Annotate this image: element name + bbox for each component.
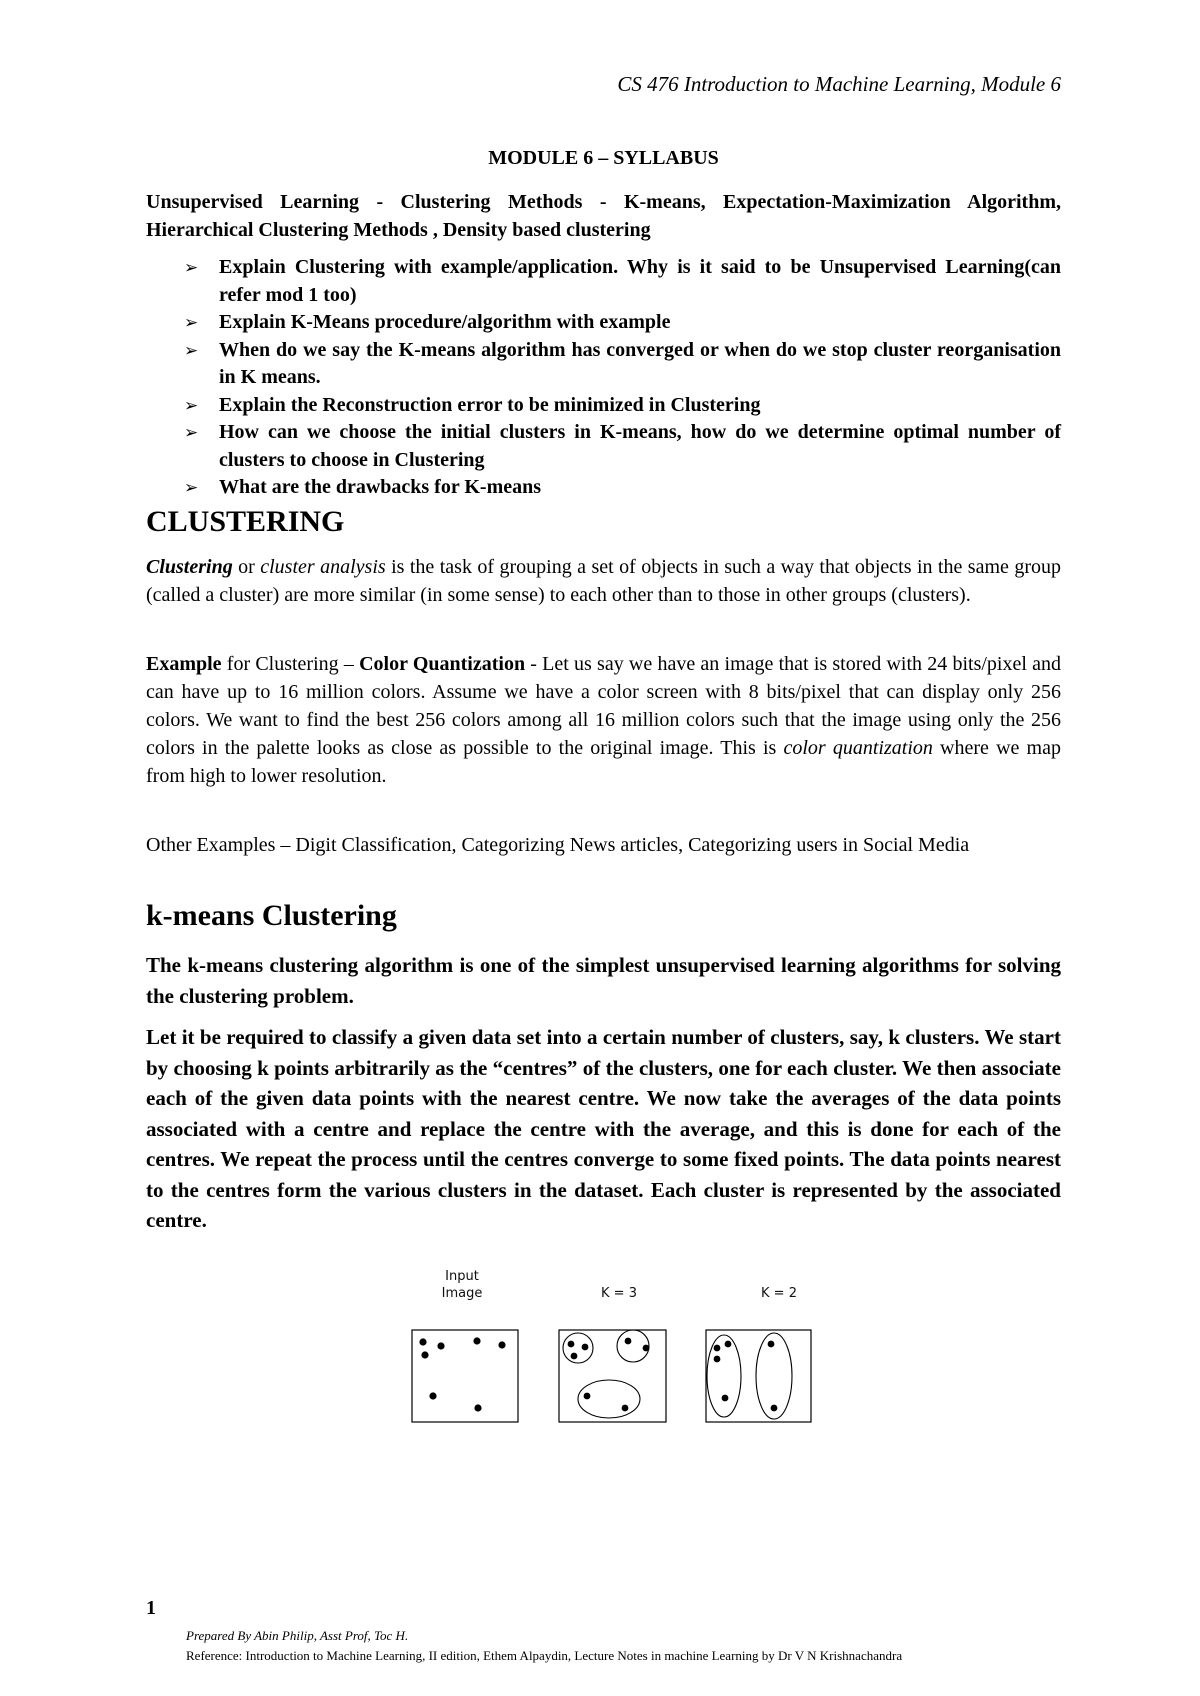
data-point [622,1405,629,1412]
syllabus-item [184,309,1061,337]
data-point [714,1345,721,1352]
running-header: CS 476 Introduction to Machine Learning, Module 6 [617,72,1061,96]
data-point [498,1341,505,1348]
data-point [421,1351,428,1358]
arrow-bullet-icon: ➢ [184,258,199,277]
other-examples: Other Examples – Digit Classification, Categorizing News articles, Categorizing users in Social Media [146,834,970,856]
example-topic: Color Quantization [359,653,526,675]
k2-label: K = 2 [761,1286,797,1301]
data-point [768,1341,775,1348]
data-point [714,1356,721,1363]
footer-prepared-by: Prepared By Abin Philip, Asst Prof, Toc H. [186,1628,409,1643]
arrow-bullet-icon: ➢ [184,423,199,442]
syllabus-item-text: Explain Clustering with example/application. Why is it said to be Unsupervised Learning(can refer mod 1 too) [219,256,1061,306]
data-point [643,1345,650,1352]
syllabus-item [184,419,1061,474]
syllabus-title: MODULE 6 – SYLLABUS [488,147,719,169]
data-point [625,1338,632,1345]
footer-reference: Reference: Introduction to Machine Learning, II edition, Ethem Alpaydin, Lecture Notes in machine Learning by Dr V N Krishnachandra [186,1648,903,1663]
syllabus-item [184,337,1061,392]
syllabus-item [184,474,1061,502]
data-point [474,1404,481,1411]
kmeans-intro: The k-means clustering algorithm is one of the simplest unsupervised learning algorithms for solving the clustering problem. [146,953,1061,1008]
clustering-definition [146,553,1061,609]
text-run: where we map from high to lower resolution. [146,737,1061,787]
text-run: is the task of grouping a set of objects in such a way that objects in the same group (called a cluster) are more similar (in some sense) to each other than to those in other groups (clusters). [146,556,1061,606]
k2-panel [706,1330,811,1422]
example-label: Example [146,653,222,675]
kmeans-heading: k-means Clustering [146,899,397,932]
k2-cluster-outline [707,1335,741,1417]
text-run: for Clustering – [221,653,360,675]
page-number: 1 [146,1597,156,1619]
data-point [429,1392,436,1399]
term-cluster-analysis: cluster analysis [260,556,386,578]
input-label-line: Input [445,1269,479,1284]
text-run: - Let us say we have an image that is stored with 24 bits/pixel and can have up to 16 million colors. Assume we have a color screen with 8 bits/pixel that can display only 256 colors. We want to find the best 256 colors among all 16 million colors such that the image using only the 256 colors in the palette looks as close as possible to the original image. This is [146,653,1062,759]
syllabus-question-list [184,254,1061,502]
data-point [568,1341,575,1348]
data-point [771,1405,778,1412]
data-point [473,1337,480,1344]
color-quantization-example [146,650,1061,790]
syllabus-item-text: When do we say the K-means algorithm has converged or when do we stop cluster reorganisation in K means. [219,338,1061,388]
arrow-bullet-icon: ➢ [184,313,199,332]
arrow-bullet-icon: ➢ [184,478,199,497]
kmeans-figure [404,1268,964,1428]
term-color-quantization: color quantization [783,737,933,759]
k3-panel [559,1330,666,1422]
syllabus-item-text: Explain the Reconstruction error to be minimized in Clustering [219,393,761,416]
syllabus-item [184,392,1061,420]
clustering-heading: CLUSTERING [146,505,345,538]
k3-cluster-outline [563,1333,593,1363]
syllabus-item-text: How can we choose the initial clusters in K-means, how do we determine optimal number of clusters to choose in Clustering [219,421,1061,471]
k3-label: K = 3 [601,1286,637,1301]
text-run: or [232,556,261,578]
kmeans-procedure: Let it be required to classify a given data set into a certain number of clusters, say, k clusters. We start by choosing k points arbitrarily as the “centres” of the clusters, one for each cluster. We then associate each of the given data points with the nearest centre. We now take the averages of the data points associated with a centre and replace the centre with the average, and this is done for each of the centres. We repeat the process until the centres converge to some fixed points. The data points nearest to the centres form the various clusters in the dataset. Each cluster is represented by the associated centre. [146,1025,1061,1232]
data-point [437,1342,444,1349]
data-point [722,1395,729,1402]
syllabus-item [184,254,1061,309]
data-point [582,1344,589,1351]
arrow-bullet-icon: ➢ [184,340,199,360]
syllabus-intro: Unsupervised Learning - Clustering Methods - K-means, Expectation-Maximization Algorithm, Hierarchical Clustering Methods , Density based clustering [146,191,1061,241]
input-label-line: Image [441,1286,483,1301]
syllabus-item-text: Explain K-Means procedure/algorithm with example [219,311,671,333]
data-point [571,1353,578,1360]
cluster-diagram [404,1268,964,1428]
syllabus-item-text: What are the drawbacks for K-means [219,476,542,498]
arrow-bullet-icon: ➢ [184,395,199,415]
data-point [584,1393,591,1400]
data-point [725,1341,732,1348]
term-clustering: Clustering [146,556,233,578]
data-point [419,1338,426,1345]
